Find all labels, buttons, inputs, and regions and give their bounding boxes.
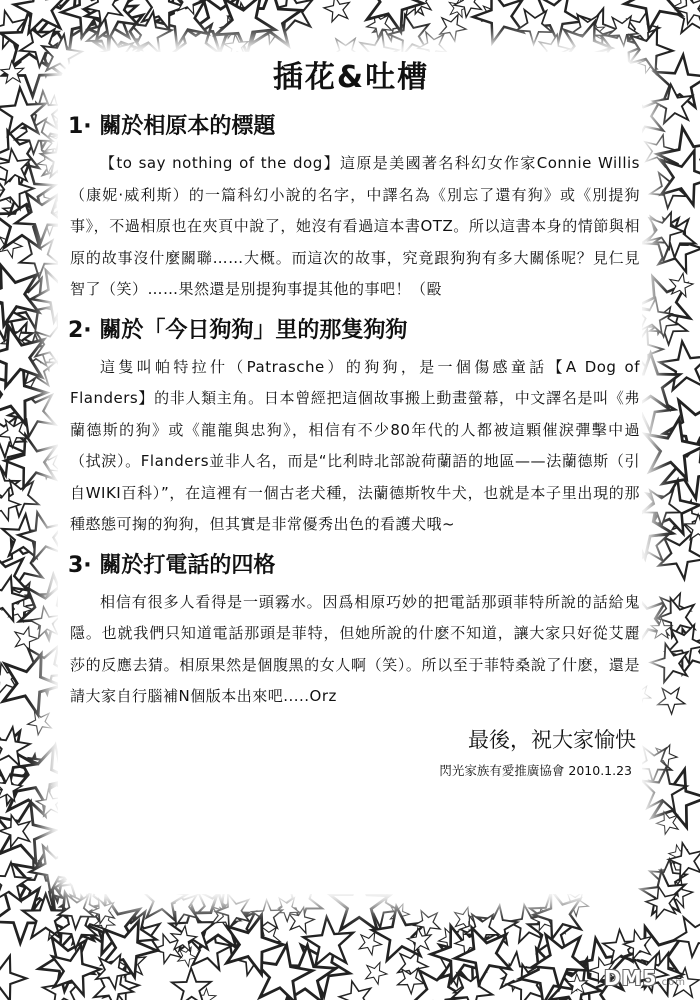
star-shape [11, 624, 40, 652]
section-2 [62, 316, 640, 541]
star-shape [653, 680, 690, 717]
section-paragraph: 【to say nothing of the dog】這原是美國著名科幻女作家Connie Willis（康妮·威利斯）的一篇科幻小說的名字，中譯名為《別忘了還有狗》或《別提狗事》，不過相原也在夾頁中說了，她沒有看過這本書OTZ。所以這書本身的情節與相原的故事沒什麼關聯……大概。而這次的故事，究竟跟狗狗有多大關係呢？見仁見智了（笑）……果然還是別提狗事提其他的事吧！（毆 [70, 154, 640, 298]
star-shape [169, 963, 217, 1000]
section-heading: 3· 關於打電話的四格 [68, 552, 276, 578]
section-paragraph: 相信有很多人看得是一頭霧水。因爲相原巧妙的把電話那頭菲特所說的話給鬼隱。也就我們只知道電話那頭是菲特，但她所說的什麽不知道，讓大家只好從艾麗莎的反應去猜。相原果然是個腹黑的女人啊（笑）。所以至于菲特桑說了什麽，還是請大家自行腦補N個版本出來吧.....Orz [70, 592, 640, 705]
section-3 [62, 551, 640, 713]
watermark-domain: .com [657, 977, 686, 988]
content [62, 58, 640, 781]
star-shape [668, 906, 700, 962]
section-heading: 1· 關於相原本的標題 [68, 114, 276, 139]
star-shape [24, 705, 57, 738]
watermark-text: DM5 [604, 966, 658, 990]
star-shape [336, 975, 380, 1000]
section-paragraph: 這隻叫帕特拉什（Patrasche）的狗狗，是一個傷感童話【A Dog of Flanders】的非人類主角。日本曾經把這個故事搬上動畫螢幕，中文譯名是叫《弗蘭德斯的狗》或《龍龍與忠狗》，相信有不少80年代的人都被這顆催淚彈擊中過（拭淚）。Flanders並非人名，而是“比利時北部說荷蘭語的地區——法蘭德斯（引自WIKI百科）”，在這裡有一個古老犬種，法蘭德斯牧牛犬，也就是本子里出現的那種憨態可掬的狗狗，但其實是非常優秀出色的看護犬哦~ [70, 357, 640, 533]
signature: 閃光家族有愛推廣協會 2010.1.23 [439, 762, 632, 778]
page-title: 插花&吐槽 [272, 60, 430, 95]
section-1 [62, 112, 640, 306]
site-watermark [604, 966, 686, 990]
closing-line: 最後，祝大家愉快 [468, 727, 636, 752]
section-heading: 2· 關於「今日狗狗」里的那隻狗狗 [68, 317, 408, 343]
star-shape [0, 949, 31, 1000]
star-shape [321, 0, 355, 26]
